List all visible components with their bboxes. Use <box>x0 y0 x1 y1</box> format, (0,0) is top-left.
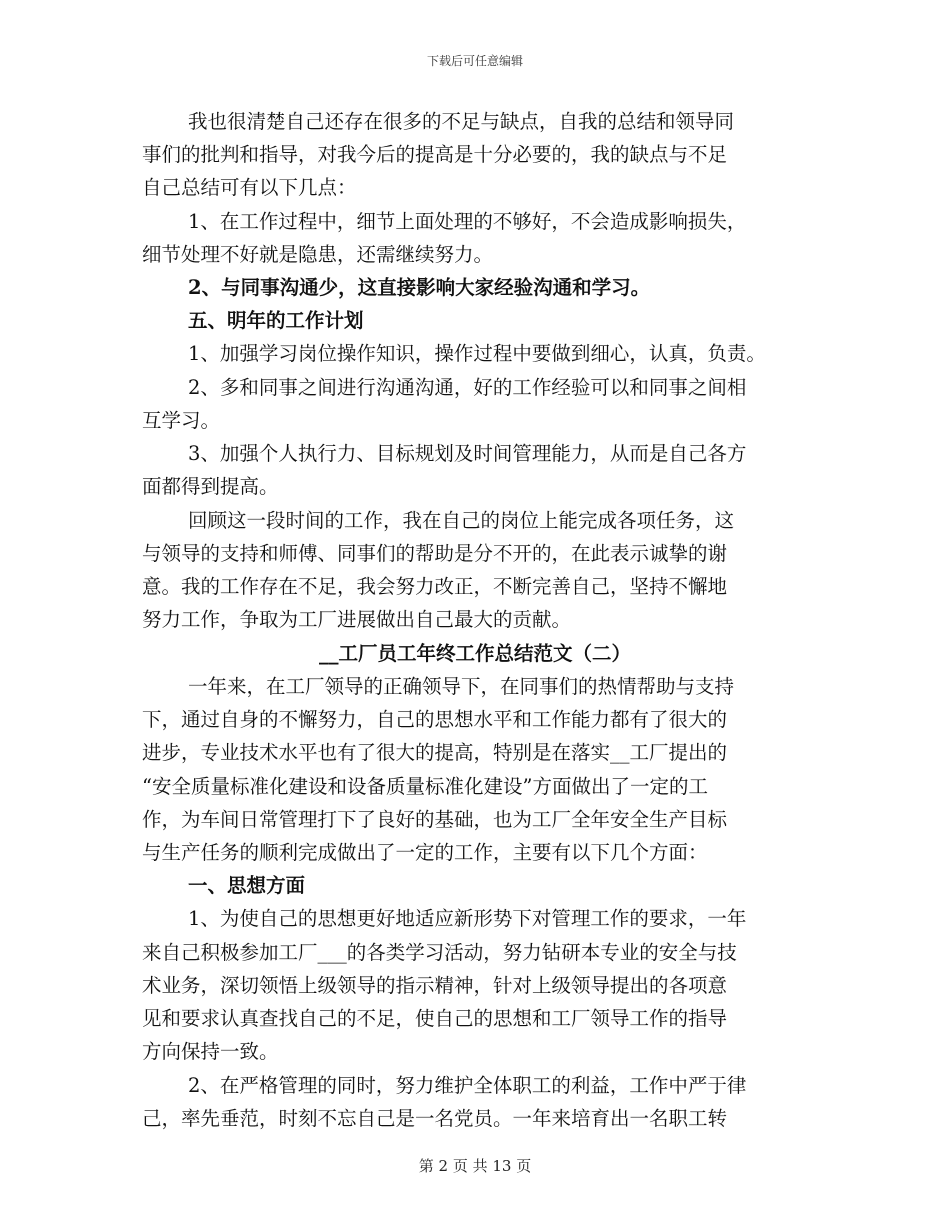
document-title: __工厂员工年终工作总结范文（二） <box>318 642 631 665</box>
section-heading: 一、思想方面 <box>188 874 306 897</box>
paragraph-line: 一年来，在工厂领导的正确领导下，在同事们的热情帮助与支持 <box>188 675 735 698</box>
paragraph-line: 下，通过自身的不懈努力，自己的思想水平和工作能力都有了很大的 <box>142 708 728 731</box>
paragraph-line: 互学习。 <box>142 409 221 432</box>
paragraph-line: 1、为使自己的思想更好地适应新形势下对管理工作的要求，一年 <box>188 907 747 930</box>
paragraph-line: 我也很清楚自己还存在很多的不足与缺点，自我的总结和领导同 <box>188 110 735 133</box>
paragraph-line: 方向保持一致。 <box>142 1040 279 1063</box>
paragraph-line: 与领导的支持和师傅、同事们的帮助是分不开的，在此表示诚挚的谢 <box>142 542 728 565</box>
paragraph-line: 2、多和同事之间进行沟通沟通，好的工作经验可以和同事之间相 <box>188 376 747 399</box>
paragraph-line: 术业务，深切领悟上级领导的指示精神，针对上级领导提出的各项意 <box>142 974 728 997</box>
bold-item: 2、与同事沟通少，这直接影响大家经验沟通和学习。 <box>188 276 651 299</box>
paragraph-line: 与生产任务的顺利完成做出了一定的工作，主要有以下几个方面： <box>142 841 708 864</box>
paragraph-line: 面都得到提高。 <box>142 475 279 498</box>
paragraph-line: 细节处理不好就是隐患，还需继续努力。 <box>142 243 494 266</box>
page-number-footer: 第 2 页 共 13 页 <box>418 1157 532 1175</box>
paragraph-line: 己，率先垂范，时刻不忘自己是一名党员。一年来培育出一名职工转 <box>142 1107 728 1130</box>
paragraph-line: 见和要求认真查找自己的不足，使自己的思想和工厂领导工作的指导 <box>142 1007 728 1030</box>
paragraph-line: 进步，专业技术水平也有了很大的提高，特别是在落实__工厂提出的 <box>142 741 728 764</box>
paragraph-line: 意。我的工作存在不足，我会努力改正，不断完善自己，坚持不懈地 <box>142 575 728 598</box>
paragraph-line: “安全质量标准化建设和设备质量标准化建设”方面做出了一定的工 <box>142 775 708 798</box>
page-header: 下载后可任意编辑 <box>426 54 523 68</box>
paragraph-line: 努力工作，争取为工厂进展做出自己最大的贡献。 <box>142 608 572 631</box>
paragraph-line: 作，为车间日常管理打下了良好的基础，也为工厂全年安全生产目标 <box>142 808 728 831</box>
paragraph-line: 自己总结可有以下几点： <box>142 176 357 199</box>
paragraph-line: 3、加强个人执行力、目标规划及时间管理能力，从而是自己各方 <box>188 442 747 465</box>
paragraph-line: 事们的批判和指导，对我今后的提高是十分必要的，我的缺点与不足 <box>142 143 728 166</box>
paragraph-line: 2、在严格管理的同时，努力维护全体职工的利益，工作中严于律 <box>188 1074 747 1097</box>
paragraph-line: 1、加强学习岗位操作知识，操作过程中要做到细心，认真，负责。 <box>188 342 766 365</box>
section-heading: 五、明年的工作计划 <box>188 309 364 332</box>
paragraph-line: 1、在工作过程中，细节上面处理的不够好，不会造成影响损失， <box>188 210 747 233</box>
paragraph-line: 来自己积极参加工厂___的各类学习活动，努力钻研本专业的安全与技 <box>142 941 737 964</box>
paragraph-line: 回顾这一段时间的工作，我在自己的岗位上能完成各项任务，这 <box>188 509 735 532</box>
